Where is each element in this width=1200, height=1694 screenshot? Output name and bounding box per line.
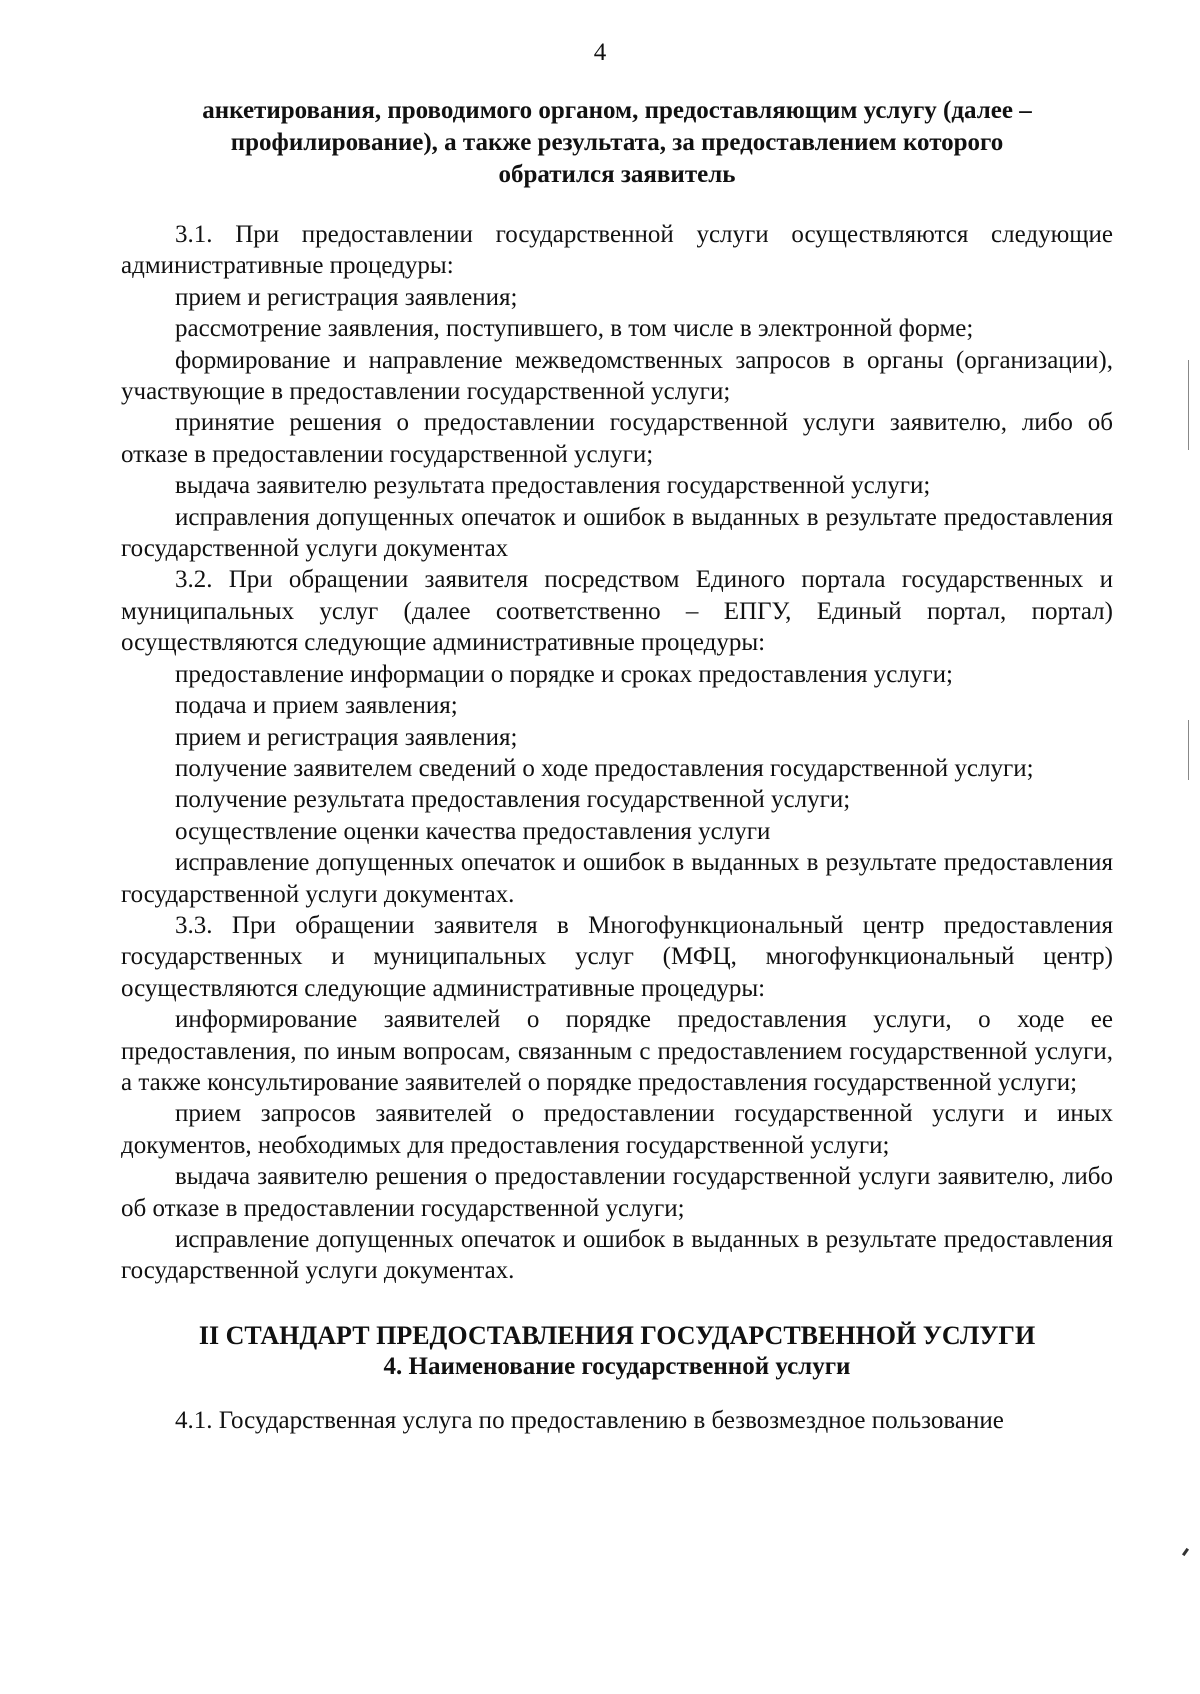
paragraph: прием запросов заявителей о предоставлении государственной услуги и иных документов, необходимых для предоставления государственной услуги; (121, 1100, 1113, 1159)
paragraph: 3.3. При обращении заявителя в Многофункциональный центр предоставления государственных и муниципальных услуг (МФЦ, многофункциональный центр) осуществляются следующие административные процедуры: (121, 911, 1113, 1002)
scan-artifact-mark (1182, 1548, 1189, 1556)
document-body (121, 95, 1113, 1436)
heading-line: анкетирования, проводимого органом, предоставляющим услугу (далее – (202, 97, 1032, 124)
paragraph: 3.2. При обращении заявителя посредством Единого портала государственных и муниципальных услуг (далее соответственно – ЕПГУ, Единый портал, портал) осуществляются следующие административные процедуры: (121, 566, 1113, 657)
paragraph: получение результата предоставления государственной услуги; (175, 786, 851, 814)
paragraph: получение заявителем сведений о ходе предоставления государственной услуги; (175, 754, 1034, 782)
heading-line: профилирование), а также результата, за предоставлением которого (230, 129, 1004, 156)
paragraph: 3.1. При предоставлении государственной услуги осуществляются следующие административные процедуры: (121, 221, 1113, 280)
paragraph: выдача заявителю решения о предоставлении государственной услуги заявителю, либо об отказе в предоставлении государственной услуги; (121, 1163, 1113, 1222)
paragraph: информирование заявителей о порядке предоставления услуги, о ходе ее предоставления, по иным вопросам, связанным с предоставлением государственной услуги, а также консультирование заявителей о порядке предоставления государственной услуги; (121, 1006, 1113, 1096)
paragraph: выдача заявителю результата предоставления государственной услуги; (175, 472, 931, 500)
paragraph: исправление допущенных опечаток и ошибок в выданных в результате предоставления государственной услуги документах. (121, 849, 1113, 908)
heading-line: обратился заявитель (498, 161, 736, 188)
subsection-title: 4. Наименование государственной услуги (383, 1352, 851, 1380)
paragraph: предоставление информации о порядке и сроках предоставления услуги; (175, 660, 953, 688)
service-name-section (121, 1405, 1113, 1436)
paragraph: осуществление оценки качества предоставления услуги (175, 817, 771, 845)
paragraph: подача и прием заявления; (175, 692, 458, 720)
paragraph: 4.1. Государственная услуга по предоставлению в безвозмездное пользование (175, 1406, 1004, 1434)
paragraph: исправления допущенных опечаток и ошибок в выданных в результате предоставления государственной услуги документах (121, 503, 1113, 563)
section-title: II СТАНДАРТ ПРЕДОСТАВЛЕНИЯ ГОСУДАРСТВЕННОЙ УСЛУГИ (198, 1320, 1036, 1350)
paragraph: прием и регистрация заявления; (175, 723, 518, 751)
paragraph: принятие решения о предоставлении государственной услуги заявителю, либо об отказе в предоставлении государственной услуги; (121, 409, 1113, 468)
scan-artifact-line (1188, 720, 1189, 780)
paragraph: исправление допущенных опечаток и ошибок в выданных в результате предоставления государственной услуги документах. (121, 1226, 1113, 1285)
procedures-list (121, 219, 1113, 1287)
paragraph: формирование и направление межведомственных запросов в органы (организации), участвующие в предоставлении государственной услуги; (121, 346, 1113, 406)
paragraph: прием и регистрация заявления; (175, 283, 518, 311)
section-heading (121, 95, 1113, 191)
page-number: 4 (593, 39, 607, 66)
paragraph: рассмотрение заявления, поступившего, в том числе в электронной форме; (175, 315, 974, 343)
scan-artifact-line (1188, 360, 1189, 450)
